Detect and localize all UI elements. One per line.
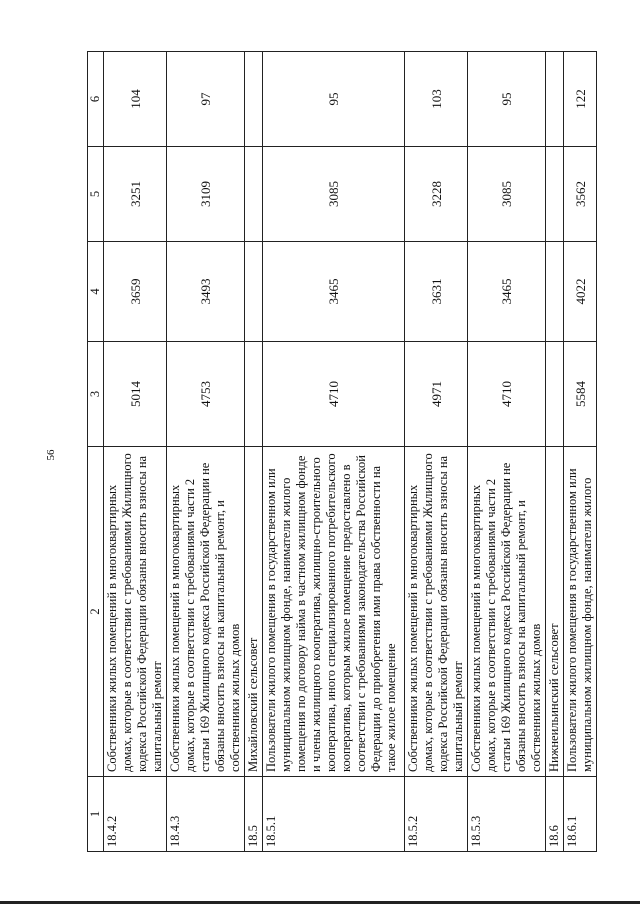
row-description: Собственники жилых помещений в многоквартирных домах, которые в соответствии с требованиями части 2 статьи 169 Жилищного кодекса Российской Федерации не обязаны вносить взносы на капитальный ремонт, и собственники жилых домов [468,447,546,777]
row-value-col6: 95 [263,52,405,147]
table-row [167,52,245,852]
row-value-col3: 4710 [468,342,546,447]
row-value-col3: 4710 [263,342,405,447]
row-value-col6: 103 [405,52,468,147]
row-value-col6 [546,52,564,147]
row-description: Собственники жилых помещений в многоквартирных домах, которые в соответствии с требованиями Жилищного кодекса Российской Федерации обязаны вносить взносы на капитальный ремонт [104,447,167,777]
table-row [564,52,597,852]
row-value-col3 [546,342,564,447]
row-description: Собственники жилых помещений в многоквартирных домах, которые в соответствии с требованиями Жилищного кодекса Российской Федерации обязаны вносить взносы на капитальный ремонт [405,447,468,777]
row-value-col5: 3562 [564,147,597,242]
row-value-col3: 4971 [405,342,468,447]
row-value-col5 [546,147,564,242]
table-group-row [245,52,263,852]
row-value-col6: 97 [167,52,245,147]
row-code: 18.5.3 [468,777,546,852]
row-value-col3: 5584 [564,342,597,447]
row-value-col5 [245,147,263,242]
table-row [104,52,167,852]
row-code: 18.4.2 [104,777,167,852]
row-value-col6: 122 [564,52,597,147]
row-description: Собственники жилых помещений в многоквартирных домах, которые в соответствии с требованиями части 2 статьи 169 Жилищного кодекса Российской Федерации не обязаны вносить взносы на капитальный ремонт, и собственники жилых домов [167,447,245,777]
row-value-col4: 4022 [564,242,597,342]
row-value-col4: 3659 [104,242,167,342]
row-value-col3: 5014 [104,342,167,447]
row-value-col6: 104 [104,52,167,147]
tariff-table [87,51,597,852]
table-row [468,52,546,852]
table-group-row [546,52,564,852]
row-value-col4 [546,242,564,342]
column-header: 6 [88,52,104,147]
row-code: 18.5 [245,777,263,852]
row-value-col4: 3493 [167,242,245,342]
rotated-table-wrapper [87,52,637,852]
column-header: 1 [88,777,104,852]
column-header: 5 [88,147,104,242]
row-code: 18.6 [546,777,564,852]
row-value-col6 [245,52,263,147]
page-bottom-border [0,901,640,904]
row-value-col5: 3085 [468,147,546,242]
row-code: 18.6.1 [564,777,597,852]
row-description: Михайловский сельсовет [245,447,263,777]
page-number: 56 [45,449,57,461]
row-description: Пользователи жилого помещения в государственном или муниципальном жилищном фонде, наниматели жилого [564,447,597,777]
table-header-row [88,52,104,852]
column-header: 2 [88,447,104,777]
table-row [405,52,468,852]
row-value-col4: 3631 [405,242,468,342]
row-value-col4: 3465 [263,242,405,342]
row-code: 18.4.3 [167,777,245,852]
row-value-col4: 3465 [468,242,546,342]
row-value-col5: 3085 [263,147,405,242]
table-row [263,52,405,852]
row-value-col5: 3109 [167,147,245,242]
row-code: 18.5.1 [263,777,405,852]
row-value-col5: 3228 [405,147,468,242]
row-code: 18.5.2 [405,777,468,852]
row-value-col3: 4753 [167,342,245,447]
column-header: 4 [88,242,104,342]
row-value-col6: 95 [468,52,546,147]
column-header: 3 [88,342,104,447]
row-value-col5: 3251 [104,147,167,242]
row-description: Нижнеильинский сельсовет [546,447,564,777]
row-value-col3 [245,342,263,447]
row-description: Пользователи жилого помещения в государственном или муниципальном жилищном фонде, наниматели жилого помещения по договору найма в частном жилищном фонде и члены жилищного кооператива, жилищно-строительного кооператива, иного специализированного потребительского кооператива, которым жилое помещение предоставлено в соответствии с требованиями законодательства Российской Федерации до приобретения ими права собственности на такое жилое помещение [263,447,405,777]
row-value-col4 [245,242,263,342]
